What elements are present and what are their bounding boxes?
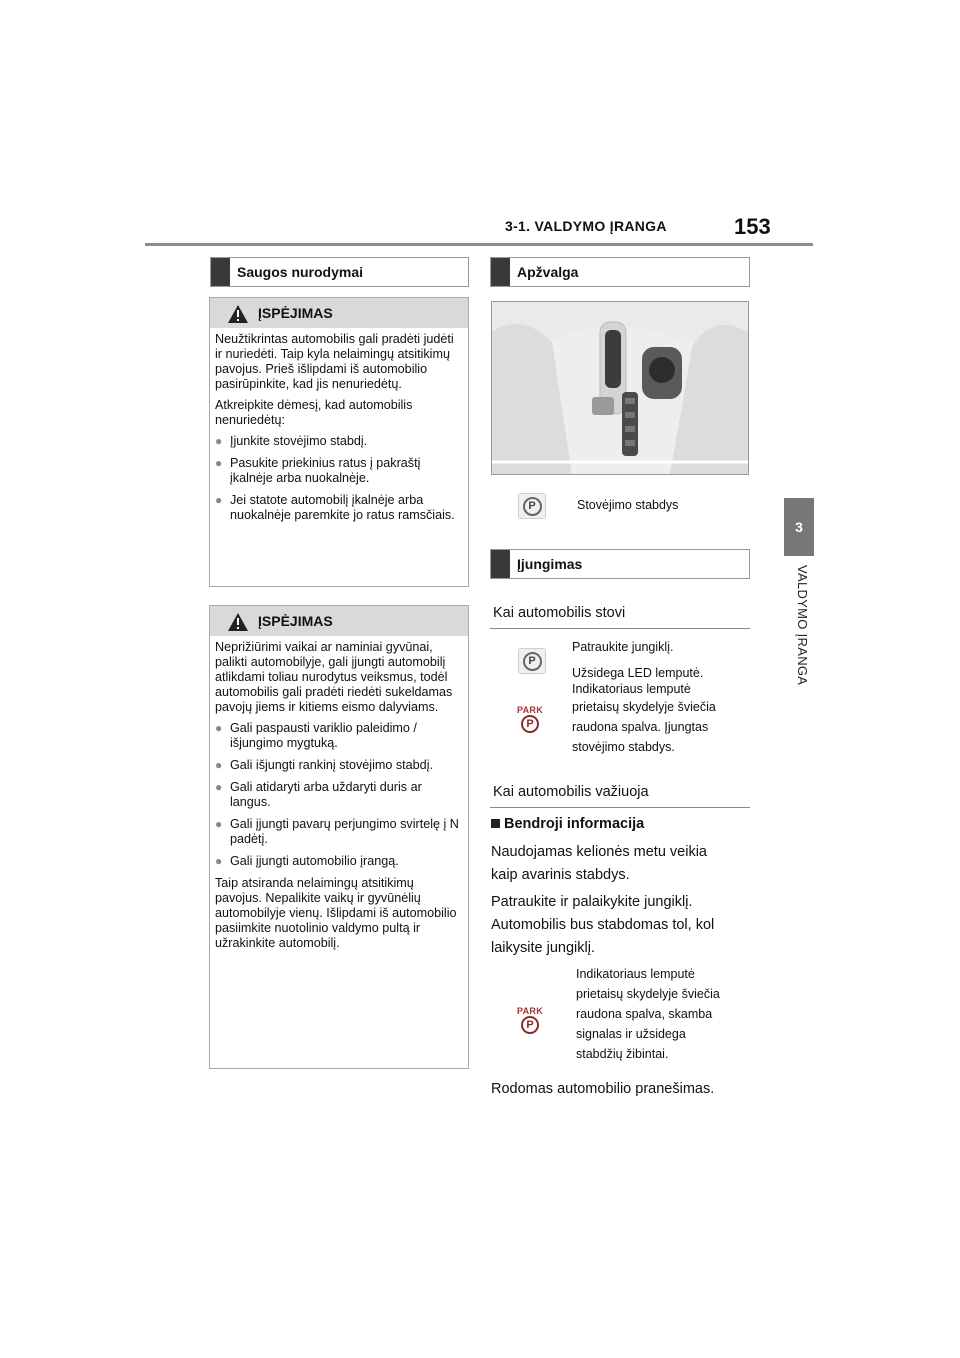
warning-body	[215, 640, 460, 957]
enable-section-heading	[490, 549, 750, 579]
parked-title: Kai automobilis stovi	[493, 605, 626, 621]
page-number: 153	[734, 214, 771, 239]
instruction-line: raudona spalva. Įjungtas	[572, 720, 709, 734]
section-header: 3-1. VALDYMO ĮRANGA	[505, 218, 667, 234]
parked-subheading	[490, 597, 750, 629]
warning-paragraph: Atkreipkite dėmesį, kad automobilis nenuriedėtų:	[215, 398, 413, 427]
square-bullet-icon	[491, 819, 500, 828]
warning-header	[210, 298, 468, 328]
park-p-icon: P	[521, 715, 539, 733]
bullet-item: ● Gali įjungti automobilio įrangą.	[215, 854, 460, 869]
body-line: Naudojamas kelionės metu veikia	[491, 844, 707, 860]
overview-title: Apžvalga	[517, 264, 579, 280]
warning-title: ĮSPĖJIMAS	[258, 613, 333, 629]
warning-triangle-icon	[227, 612, 249, 632]
body-line: laikysite jungiklį.	[491, 940, 595, 956]
general-info-text	[491, 841, 753, 960]
center-console-illustration	[492, 302, 748, 474]
parking-brake-switch-icon	[518, 493, 546, 519]
driving-indicator-note	[576, 964, 756, 1064]
parking-brake-p-icon: P	[523, 497, 542, 516]
chapter-label: VALDYMO ĮRANGA	[795, 565, 810, 686]
warning-box-1	[209, 297, 469, 587]
warning-body	[215, 332, 460, 530]
park-indicator-icon	[517, 705, 543, 733]
safety-title: Saugos nurodymai	[237, 264, 364, 280]
bullet-item: ● Gali paspausti variklio paleidimo / išjungimo mygtuką.	[215, 721, 460, 751]
note-line: prietaisų skydelyje šviečia	[576, 987, 720, 1001]
heading-marker	[491, 550, 510, 578]
park-p-icon: P	[521, 1016, 539, 1034]
body-line: Automobilis bus stabdomas tol, kol	[491, 917, 715, 933]
bullet-item: ● Įjunkite stovėjimo stabdį.	[215, 434, 460, 449]
general-info-title: Bendroji informacija	[504, 816, 645, 832]
note-line: signalas ir užsidega	[576, 1027, 686, 1041]
safety-section-heading	[210, 257, 469, 287]
driving-title: Kai automobilis važiuoja	[493, 784, 649, 800]
warning-title: ĮSPĖJIMAS	[258, 305, 333, 321]
warning-paragraph: Taip atsiranda nelaimingų atsitikimų pavojus. Nepalikite vaikų ir gyvūnėlių automobilyje vienų. Išlipdami iš automobilio pasiimkite nuotolinio valdymo pultą ir užrakinkite automobilį.	[215, 876, 457, 950]
vehicle-message-text: Rodomas automobilio pranešimas.	[491, 1081, 715, 1097]
instruction-line: stovėjimo stabdys.	[572, 740, 675, 754]
body-line: kaip avarinis stabdys.	[491, 867, 630, 883]
warning-header	[210, 606, 468, 636]
warning-triangle-icon	[227, 304, 249, 324]
bullet-item: ● Gali atidaryti arba uždaryti duris ar langus.	[215, 780, 460, 810]
instruction-line: Patraukite jungiklį.	[572, 640, 674, 654]
park-indicator-icon	[517, 1006, 543, 1034]
note-line: raudona spalva, skamba	[576, 1007, 713, 1021]
warning-paragraph: Neprižiūrimi vaikai ar naminiai gyvūnai, palikti automobilyje, gali įjungti automobilį atlikdami toliau nurodytus veiksmus, todėl automobilis gali pradėti riedėti sukeldamas pavojų jiems ir kitiems eismo dalyviams.	[215, 640, 453, 714]
park-label: PARK	[517, 705, 544, 715]
body-line: Patraukite ir palaikykite jungiklį.	[491, 894, 693, 910]
bullet-item: ● Gali išjungti rankinį stovėjimo stabdį.	[215, 758, 460, 773]
instruction-line: prietaisų skydelyje šviečia	[572, 700, 716, 714]
chapter-tab: 3	[784, 498, 814, 556]
heading-marker	[491, 258, 510, 286]
header-divider	[145, 243, 813, 246]
overview-section-heading	[490, 257, 750, 287]
instruction-line: Užsidega LED lemputė.	[572, 666, 704, 680]
enable-title: Įjungimas	[517, 556, 583, 572]
parked-instructions	[572, 637, 752, 757]
bullet-item: ● Pasukite priekinius ratus į pakraštį įkalnėje arba nuokalnėje.	[215, 456, 460, 486]
warning-box-2	[209, 605, 469, 1069]
note-line: Indikatoriaus lemputė	[576, 967, 695, 981]
instruction-line: Indikatoriaus lemputė	[572, 682, 691, 696]
note-line: stabdžių žibintai.	[576, 1047, 669, 1061]
bullet-item: ● Gali įjungti pavarų perjungimo svirtelę į N padėtį.	[215, 817, 460, 847]
park-label: PARK	[517, 1006, 544, 1016]
warning-paragraph: Neužtikrintas automobilis gali pradėti judėti ir nuriedėti. Taip kyla nelaimingų atsitikimų pavojus. Prieš išlipdami iš automobilio pasirūpinkite, kad jis nenuriedėtų.	[215, 332, 454, 391]
console-photo	[491, 301, 749, 475]
parking-brake-p-icon: P	[523, 652, 542, 671]
icon-caption: Stovėjimo stabdys	[577, 498, 679, 512]
general-info-heading	[491, 816, 644, 832]
driving-subheading	[490, 776, 750, 808]
bullet-item: ● Jei statote automobilį įkalnėje arba nuokalnėje paremkite jo ratus ramsčiais.	[215, 493, 460, 523]
heading-marker	[211, 258, 230, 286]
parking-brake-switch-icon	[518, 648, 546, 674]
